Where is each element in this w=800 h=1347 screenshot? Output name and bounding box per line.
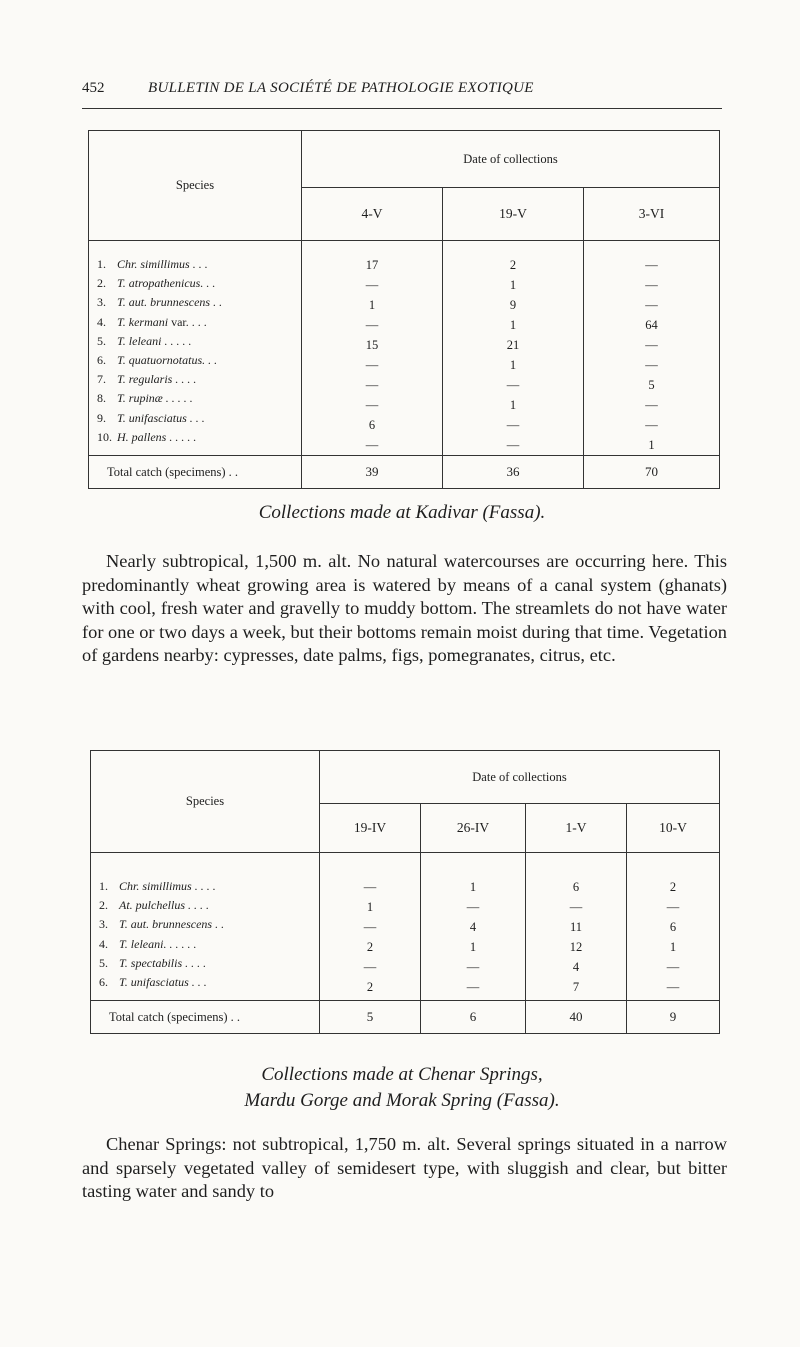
total-value: 6 <box>421 1001 526 1034</box>
total-value: 36 <box>443 456 584 489</box>
date-header: Date of collections <box>302 131 720 188</box>
total-row <box>89 456 720 489</box>
species-name: T. leleani <box>119 936 164 951</box>
species-name: T. aut. brunnescens <box>119 917 213 932</box>
species-list: 1. Chr. simillimus . . . . 2. At. pulchellus . . . . 3. T. aut. brunnescens . . 4. T. leleani. . . . . . 5. T. spectabilis . . . . 6. T. unifasciatus . . . <box>91 853 320 1001</box>
species-name: Chr. simillimus <box>117 257 190 271</box>
value-column: 2 — 6 1 — — <box>627 853 720 1001</box>
page-number: 452 <box>82 80 105 96</box>
species-name: At. pulchellus <box>119 898 185 913</box>
caption-kadivar: Collections made at Kadivar (Fassa). <box>258 502 546 523</box>
value-column: 2 1 9 1 21 1 — 1 — — <box>443 241 584 456</box>
value-column: — — — 64 — — 5 — — 1 <box>584 241 720 456</box>
total-value: 40 <box>526 1001 627 1034</box>
species-name: T. leleani <box>117 333 162 348</box>
paragraph-kadivar: Nearly subtropical, 1,500 m. alt. No natural watercourses are occurring here. This predominantly wheat growing area is watered by means of a canal system (ghanats) with cool, fresh water and gravelly to muddy bottom. The streamlets do not have water for one or two days a week, but their bottoms remain moist during that time. Vegetation of gardens nearby: cypresses, date palms, figs, pomegranates, citrus, etc. <box>82 551 727 665</box>
total-value: 70 <box>584 456 720 489</box>
species-name: Chr. simillimus <box>119 879 192 893</box>
species-name: T. unifasciatus <box>119 974 189 989</box>
paragraph-chenar: Chenar Springs: not subtropical, 1,750 m. alt. Several springs situated in a narrow and sparsely vegetated valley of semidesert type, with sluggish and clear, but bitter tasting water and sandy to <box>82 1134 727 1201</box>
species-name: T. quatuornotatus <box>117 352 203 367</box>
species-name: T. kermani <box>117 314 169 329</box>
value-column: — 1 — 2 — 2 <box>320 853 421 1001</box>
species-name: H. pallens <box>117 429 167 444</box>
running-title: BULLETIN DE LA SOCIÉTÉ DE PATHOLOGIE EXOTIQUE <box>148 80 534 96</box>
table-kadivar <box>88 130 720 489</box>
total-row <box>91 1001 720 1034</box>
species-list: 1. Chr. simillimus . . . 2. T. atropathenicus. . . 3. T. aut. brunnescens . . 4. T. kermani var. . . . 5. T. leleani . . . . . 6. T. quatuornotatus. . . 7. T. regularis . . . . 8. T. rupinæ . . . . . 9. T. unifasciatus . . . 10. H. pallens . . . . . <box>89 241 302 456</box>
species-name: T. unifasciatus <box>117 410 187 425</box>
total-value: 39 <box>302 456 443 489</box>
caption-chenar-line1: Collections made at Chenar Springs, <box>261 1064 543 1085</box>
value-column: 17 — 1 — 15 — — — 6 — <box>302 241 443 456</box>
header-rule <box>82 108 722 109</box>
date-col: 10-V <box>627 804 720 853</box>
value-column: 6 — 11 12 4 7 <box>526 853 627 1001</box>
total-label: Total catch (specimens) . . <box>89 456 302 489</box>
date-col: 3-VI <box>584 188 720 241</box>
species-header: Species <box>89 131 302 241</box>
table-chenar <box>90 750 720 1034</box>
total-value: 9 <box>627 1001 720 1034</box>
value-column: 1 — 4 1 — — <box>421 853 526 1001</box>
date-col: 19-IV <box>320 804 421 853</box>
date-header: Date of collections <box>320 751 720 804</box>
caption-chenar-line2: Mardu Gorge and Morak Spring (Fassa). <box>244 1090 560 1111</box>
species-name: T. atropathenicus <box>117 276 201 291</box>
species-name: T. regularis <box>117 372 173 387</box>
species-name: T. rupinæ <box>117 391 163 406</box>
total-value: 5 <box>320 1001 421 1034</box>
date-col: 19-V <box>443 188 584 241</box>
date-col: 4-V <box>302 188 443 241</box>
species-name: T. aut. brunnescens <box>117 295 211 310</box>
date-col: 26-IV <box>421 804 526 853</box>
species-name: T. spectabilis <box>119 955 183 970</box>
species-header: Species <box>91 751 320 853</box>
date-col: 1-V <box>526 804 627 853</box>
running-header <box>82 80 722 106</box>
total-label: Total catch (specimens) . . <box>91 1001 320 1034</box>
